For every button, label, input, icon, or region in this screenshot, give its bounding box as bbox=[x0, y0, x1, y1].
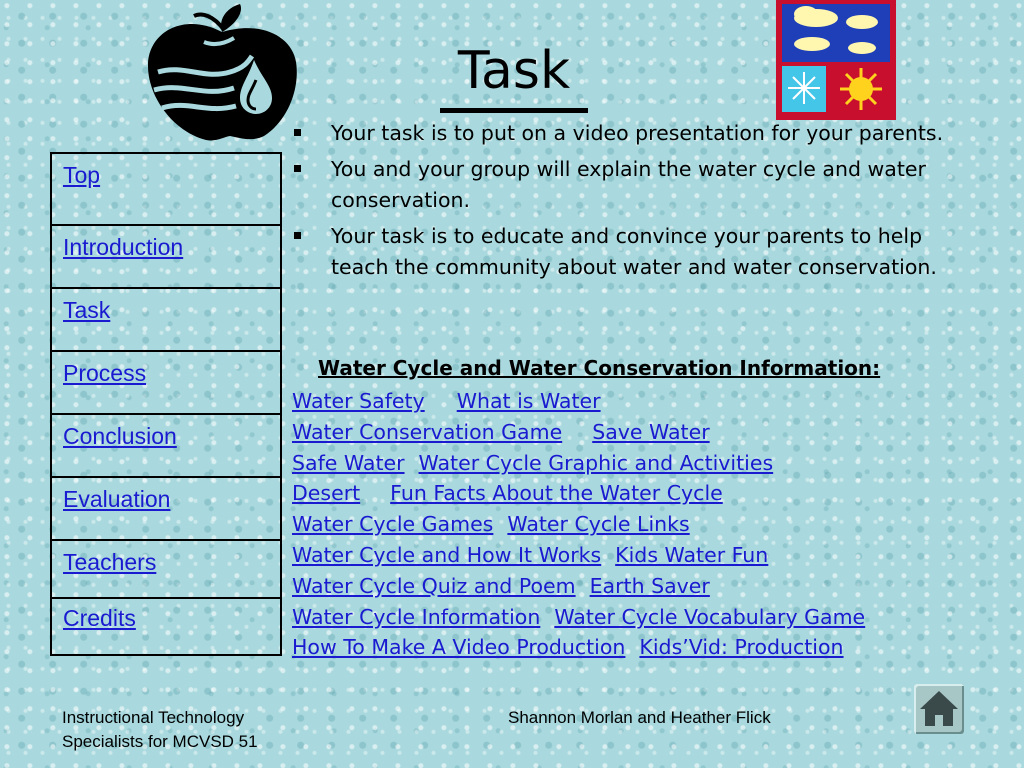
nav-item-evaluation bbox=[52, 478, 280, 541]
link-kids-water-fun[interactable]: Kids Water Fun bbox=[615, 542, 769, 567]
nav-link-credits[interactable]: Credits bbox=[63, 605, 136, 631]
bullet-text: Your task is to put on a video presentation for your parents. bbox=[331, 121, 944, 145]
link-kidsvid-production[interactable]: Kids’Vid: Production bbox=[639, 635, 844, 660]
nav-item-conclusion bbox=[52, 415, 280, 478]
nav-item-credits bbox=[52, 599, 280, 654]
nav-link-top[interactable]: Top bbox=[63, 162, 101, 188]
nav-item-task bbox=[52, 289, 280, 352]
weather-clip-art-icon bbox=[776, 0, 896, 120]
bullet-square-icon bbox=[294, 232, 301, 239]
nav-table bbox=[50, 152, 282, 656]
link-water-safety[interactable]: Water Safety bbox=[292, 389, 425, 413]
resource-links bbox=[292, 386, 1002, 663]
earth-water-drop-logo-icon bbox=[144, 2, 300, 144]
link-water-cycle-links[interactable]: Water Cycle Links bbox=[507, 512, 690, 537]
link-row bbox=[292, 478, 1002, 509]
link-earth-saver[interactable]: Earth Saver bbox=[589, 573, 710, 598]
link-how-it-works[interactable]: Water Cycle and How It Works bbox=[292, 542, 602, 567]
link-fun-facts[interactable]: Fun Facts About the Water Cycle bbox=[390, 481, 723, 506]
bullet-text: Your task is to educate and convince your parents to help teach the community about water and water conservation. bbox=[331, 224, 937, 279]
link-row bbox=[292, 509, 1002, 540]
link-water-cycle-information[interactable]: Water Cycle Information bbox=[292, 604, 541, 629]
bullet-square-icon bbox=[294, 129, 301, 136]
link-vocabulary-game[interactable]: Water Cycle Vocabulary Game bbox=[554, 604, 866, 629]
link-row bbox=[292, 386, 1002, 417]
bullet-item bbox=[290, 221, 980, 283]
nav-item-top bbox=[52, 154, 280, 226]
nav-link-introduction[interactable]: Introduction bbox=[63, 234, 184, 260]
bullet-item bbox=[290, 154, 980, 216]
link-row bbox=[292, 448, 1002, 479]
nav-link-conclusion[interactable]: Conclusion bbox=[63, 423, 177, 449]
nav-link-task[interactable]: Task bbox=[63, 297, 111, 323]
link-video-production[interactable]: How To Make A Video Production bbox=[292, 635, 626, 660]
bullet-text: You and your group will explain the water cycle and water conservation. bbox=[331, 157, 926, 212]
footer-organization bbox=[62, 706, 322, 754]
nav-item-introduction bbox=[52, 226, 280, 289]
link-water-conservation-game[interactable]: Water Conservation Game bbox=[292, 419, 563, 444]
footer-line: Instructional Technology bbox=[62, 708, 245, 727]
bullet-square-icon bbox=[294, 165, 301, 172]
page-title: Task bbox=[440, 38, 588, 113]
link-water-cycle-graphic[interactable]: Water Cycle Graphic and Activities bbox=[418, 450, 774, 475]
link-what-is-water[interactable]: What is Water bbox=[456, 389, 601, 413]
link-safe-water[interactable]: Safe Water bbox=[292, 450, 405, 475]
footer-line: Specialists for MCVSD 51 bbox=[62, 732, 258, 751]
task-bullet-list bbox=[290, 118, 980, 288]
link-row bbox=[292, 632, 1002, 663]
nav-link-teachers[interactable]: Teachers bbox=[63, 549, 157, 575]
nav-item-process bbox=[52, 352, 280, 415]
info-heading: Water Cycle and Water Conservation Information: bbox=[318, 356, 881, 380]
footer-authors: Shannon Morlan and Heather Flick bbox=[508, 708, 771, 727]
link-row bbox=[292, 540, 1002, 571]
link-save-water[interactable]: Save Water bbox=[592, 419, 710, 444]
link-row bbox=[292, 571, 1002, 602]
link-row bbox=[292, 417, 1002, 448]
nav-link-evaluation[interactable]: Evaluation bbox=[63, 486, 171, 512]
nav-item-teachers bbox=[52, 541, 280, 599]
home-icon bbox=[914, 684, 964, 734]
bullet-item bbox=[290, 118, 980, 149]
home-button[interactable] bbox=[914, 684, 964, 734]
nav-link-process[interactable]: Process bbox=[63, 360, 147, 386]
link-water-cycle-games[interactable]: Water Cycle Games bbox=[292, 512, 494, 537]
link-quiz-and-poem[interactable]: Water Cycle Quiz and Poem bbox=[292, 573, 576, 598]
link-desert[interactable]: Desert bbox=[292, 481, 361, 506]
link-row bbox=[292, 602, 1002, 633]
